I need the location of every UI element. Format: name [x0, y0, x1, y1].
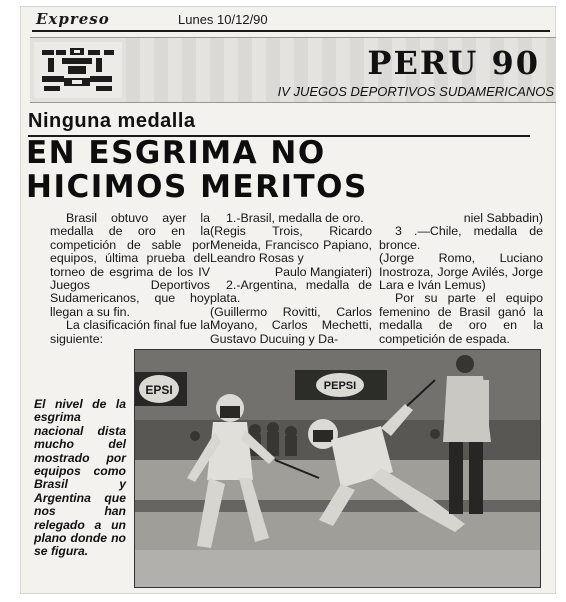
- games-logo-icon: [34, 42, 122, 98]
- headline-line-1: EN ESGRIMA NO: [26, 135, 326, 171]
- article-kicker: Ninguna medalla: [28, 110, 196, 132]
- paragraph: Paulo Mangiateri): [274, 264, 372, 279]
- section-subtitle: IV JUEGOS DEPORTIVOS SUDAMERICANOS: [277, 84, 554, 99]
- paragraph: (Jorge Romo, Luciano Inostroza, Jorge Avilés, Jorge Lara e Iván Lemus): [379, 251, 543, 293]
- paragraph: (Guillermo Rovitti, Carlos Moyano, Carlos Mechetti, Gustavo Ducuing y Da-: [210, 304, 372, 346]
- paragraph: niel Sabbadin): [463, 211, 543, 225]
- section-banner: [30, 37, 556, 103]
- headline-line-2: HICIMOS MERITOS: [26, 169, 368, 205]
- photo-caption: El nivel de la esgrima nacional dista mucho del mostrado por equipos como Brasil y Argentina que nos han relegado a un plano donde no se figura.: [34, 397, 126, 559]
- paragraph: Por su parte el equipo femenino de Brasil ganó la medalla de oro en la competición de espada.: [379, 291, 543, 346]
- paragraph: 3 .—Chile, medalla de bronce.: [379, 224, 543, 252]
- paragraph: La clasificación final fue la siguiente:: [50, 318, 210, 346]
- fencing-photo: [134, 349, 541, 588]
- sign-left-text: EPSI: [145, 383, 173, 397]
- paragraph: 1.-Brasil, medalla de oro.: [226, 211, 364, 225]
- article-headline: [26, 136, 546, 204]
- section-title: PERU 90: [367, 44, 540, 82]
- body-column-1: [50, 212, 210, 346]
- masthead-date: Lunes 10/12/90: [178, 12, 268, 27]
- paragraph: Brasil obtuvo ayer la medalla de oro en la competición de sable por equipos, última prueba del torneo de esgrima de los IV Juegos Deportivos Sudamericanos, que hoy llegan a su fin.: [50, 211, 210, 319]
- masthead-rule: [32, 30, 550, 32]
- paragraph: 2.-Argentina, medalla de plata.: [210, 278, 372, 306]
- paragraph: (Regis Trois, Ricardo Meneida, Francisco Papiano, Leandro Rosas y: [210, 224, 372, 266]
- newspaper-clipping: [20, 6, 556, 594]
- sign-right-text: PEPSI: [323, 380, 357, 392]
- body-column-2: [210, 212, 372, 346]
- masthead-name: Expreso: [36, 10, 110, 28]
- body-column-3: [379, 212, 543, 346]
